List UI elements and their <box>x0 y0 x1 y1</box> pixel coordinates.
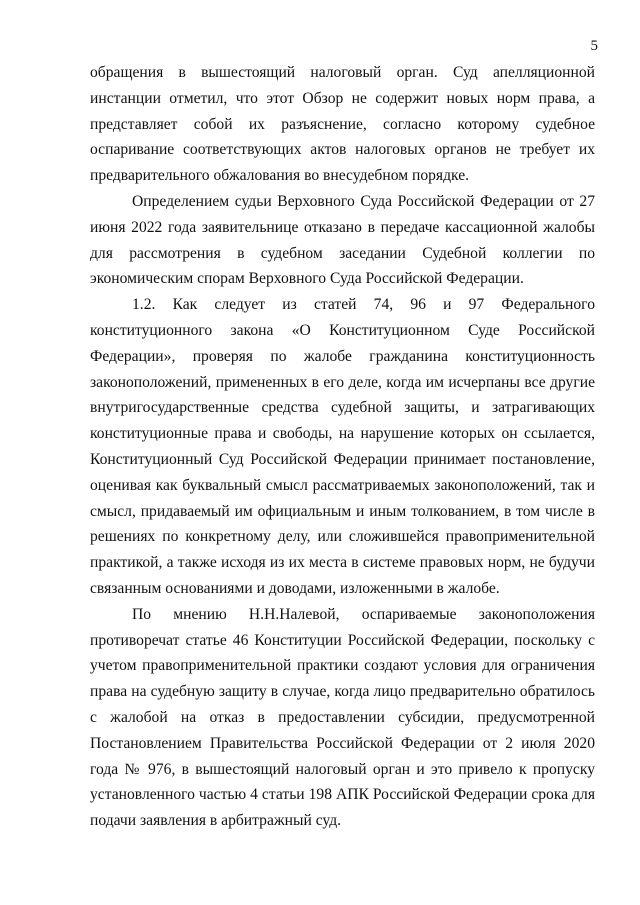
document-body <box>90 60 595 834</box>
paragraph-1: обращения в вышестоящий налоговый орган. Суд апелляционной инстанции отметил, что этот Обзор не содержит новых норм права, а представляет собой их разъяснение, согласно которому судебное оспаривание соответствующих актов налоговых органов не требует их предварительного обжалования во внесудебном порядке. <box>90 64 595 185</box>
page-number: 5 <box>590 38 598 54</box>
paragraph-2: Определением судьи Верховного Суда Российской Федерации от 27 июня 2022 года заявительнице отказано в передаче кассационной жалобы для рассмотрения в судебном заседании Судебной коллегии по экономическим спорам Верховного Суда Российской Федерации. <box>90 192 595 288</box>
paragraph-4: По мнению Н.Н.Налевой, оспариваемые законоположения противоречат статье 46 Конституции Российской Федерации, поскольку с учетом правоприменительной практики создают условия для ограничения права на судебную защиту в случае, когда лицо предварительно обратилось с жалобой на отказ в предоставлении субсидии, предусмотренной Постановлением Правительства Российской Федерации от 2 июля 2020 года № 976, в вышестоящий налоговый орган и это привело к пропуску установленного частью 4 статьи 198 АПК Российской Федерации срока для подачи заявления в арбитражный суд. <box>90 605 595 830</box>
paragraph-3: 1.2. Как следует из статей 74, 96 и 97 Федерального конституционного закона «О Конституционном Суде Российской Федерации», проверяя по жалобе гражданина конституционность законоположений, примененных в его деле, когда им исчерпаны все другие внутригосударственные средства судебной защиты, и затрагивающих конституционные права и свободы, на нарушение которых он ссылается, Конституционный Суд Российской Федерации принимает постановление, оценивая как буквальный смысл рассматриваемых законоположений, так и смысл, придаваемый им официальным и иным толкованием, в том числе в решениях по конкретному делу, или сложившейся правоприменительной практикой, а также исходя из их места в системе правовых норм, не будучи связанным основаниями и доводами, изложенными в жалобе. <box>90 296 595 597</box>
